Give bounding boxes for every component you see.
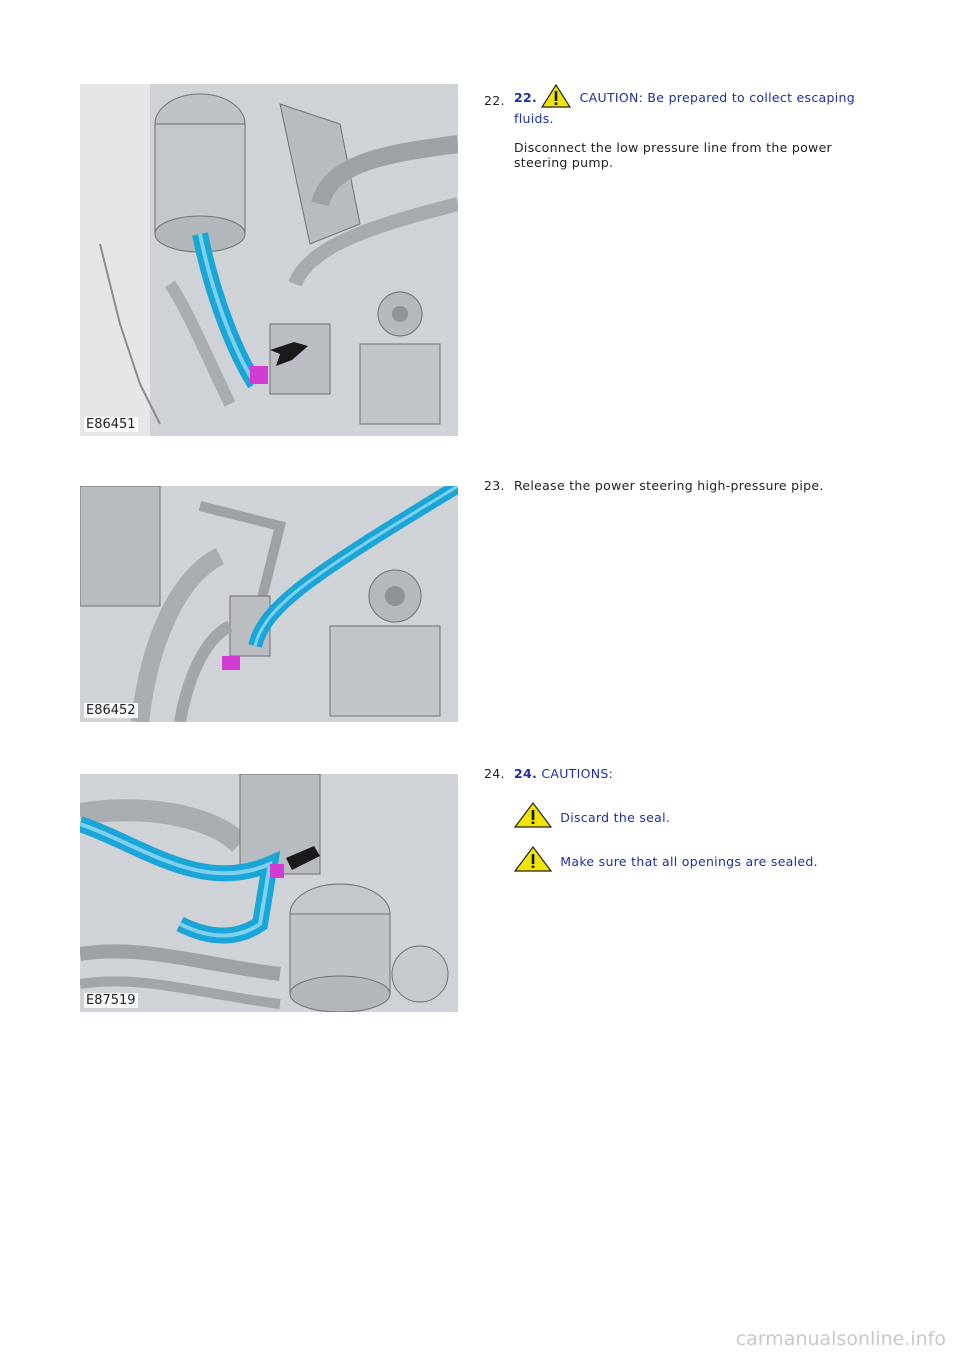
step-number: 23. xyxy=(484,478,505,493)
warning-triangle-icon xyxy=(541,84,571,111)
step-label: 22. xyxy=(514,90,538,105)
caution-text: Make sure that all openings are sealed. xyxy=(560,854,818,869)
figure-id: E86452 xyxy=(86,703,136,718)
step-number: 24. xyxy=(484,766,505,781)
caution-text: Discard the seal. xyxy=(560,810,671,825)
engine-illustration xyxy=(80,486,458,722)
caution-item-2 xyxy=(514,846,818,875)
step-label: 24. xyxy=(514,766,538,781)
figure-e87519 xyxy=(80,774,458,1012)
step-22-content xyxy=(514,84,874,170)
warning-triangle-icon xyxy=(514,802,552,831)
warning-triangle-icon xyxy=(514,846,552,875)
figure-e86451 xyxy=(80,84,458,436)
caution-text: CAUTION: Be prepared to collect escaping fluids. xyxy=(514,90,855,126)
engine-illustration xyxy=(80,84,458,436)
figure-id: E87519 xyxy=(86,993,136,1008)
figure-e86452 xyxy=(80,486,458,722)
footer-watermark: carmanualsonline.info xyxy=(735,1328,946,1350)
step-24-heading xyxy=(514,766,874,781)
figure-id: E86451 xyxy=(86,417,136,432)
step-number: 22. xyxy=(484,93,505,108)
engine-illustration xyxy=(80,774,458,1012)
cautions-heading: CAUTIONS: xyxy=(541,766,614,781)
instruction-text: Release the power steering high-pressure pipe. xyxy=(514,478,824,493)
caution-item-1 xyxy=(514,802,670,831)
instruction-text: Disconnect the low pressure line from the power steering pump. xyxy=(514,140,832,170)
